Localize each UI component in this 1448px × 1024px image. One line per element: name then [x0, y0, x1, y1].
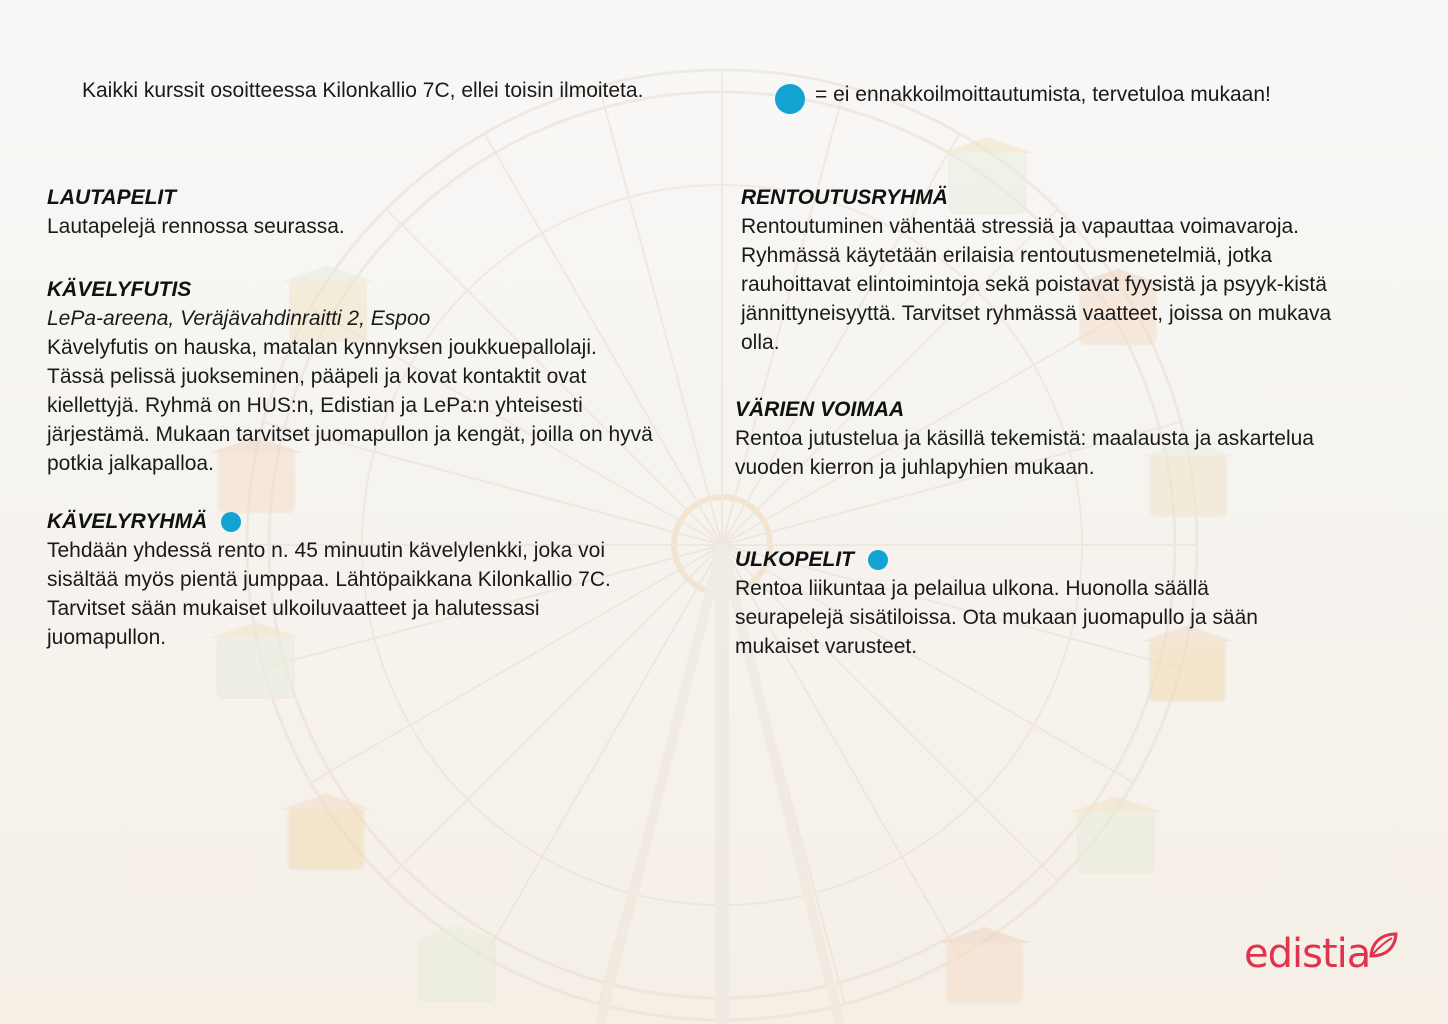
section-text: Rentoutuminen vähentää stressiä ja vapauttaa voimavaroja. Ryhmässä käytetään erilaisia rentoutusmenetelmiä, jotka rauhoittavat elintoimintoja sekä poistavat fyysistä ja psyyk-kistä jännittyneisyyttä. Tarvitset ryhmässä vaatteet, joissa on mukava olla. — [741, 215, 1332, 354]
blue-dot-icon — [868, 550, 888, 570]
section-text: Kävelyfutis on hauska, matalan kynnyksen joukkuepallolaji. Tässä pelissä juokseminen, pääpeli ja kovat kontaktit ovat kiellettyjä. Ryhmä on HUS:n, Edistian ja LePa:n yhteisesti järjestämä. Mukaan tarvitset juomapullon ja kengät, joilla on hyvä potkia jalkapalloa. — [47, 336, 653, 475]
section-title-text: VÄRIEN VOIMAA — [735, 398, 905, 421]
section-title — [735, 395, 1365, 424]
section-title — [47, 507, 657, 536]
section-title-text: ULKOPELIT — [735, 548, 854, 571]
location-note: Kaikki kurssit osoitteessa Kilonkallio 7C, ellei toisin ilmoiteta. — [82, 79, 644, 102]
section-title — [741, 183, 1351, 212]
section-title-text: RENTOUTUSRYHMÄ — [741, 186, 948, 209]
section-title — [47, 275, 657, 304]
section-ulkopelit — [735, 545, 1305, 661]
legend — [775, 76, 1271, 114]
section-text: Lautapelejä rennossa seurassa. — [47, 215, 345, 238]
leaf-icon — [1368, 932, 1398, 958]
logo-wordmark: edistia — [1244, 931, 1371, 977]
section-text: Tehdään yhdessä rento n. 45 minuutin kävelylenkki, joka voi sisältää myös pientä jumppaa. Lähtöpaikkana Kilonkallio 7C. Tarvitset sään mukaiset ulkoiluvaatteet ja halutessasi juomapullon. — [47, 539, 611, 649]
section-varien-voimaa — [735, 395, 1365, 482]
section-kavelyfutis — [47, 275, 657, 478]
section-lautapelit — [47, 183, 667, 241]
section-text: Rentoa liikuntaa ja pelailua ulkona. Huonolla säällä seurapelejä sisätiloissa. Ota mukaan juomapullo ja sään mukaiset varusteet. — [735, 577, 1258, 658]
section-rentoutusryhma — [741, 183, 1351, 357]
section-kavelyryhma — [47, 507, 657, 652]
blue-dot-icon — [775, 84, 805, 114]
section-title-text: LAUTAPELIT — [47, 186, 177, 209]
section-title-text: KÄVELYFUTIS — [47, 278, 192, 301]
section-title — [47, 183, 667, 212]
blue-dot-icon — [221, 512, 241, 532]
section-location: LePa-areena, Veräjävahdinraitti 2, Espoo — [47, 307, 431, 330]
legend-text: = ei ennakkoilmoittautumista, tervetuloa mukaan! — [815, 83, 1271, 106]
section-title-text: KÄVELYRYHMÄ — [47, 510, 208, 533]
section-title — [735, 545, 1305, 574]
edistia-logo — [1244, 932, 1398, 976]
section-text: Rentoa jutustelua ja käsillä tekemistä: maalausta ja askartelua vuoden kierron ja juhlapyhien mukaan. — [735, 427, 1314, 479]
